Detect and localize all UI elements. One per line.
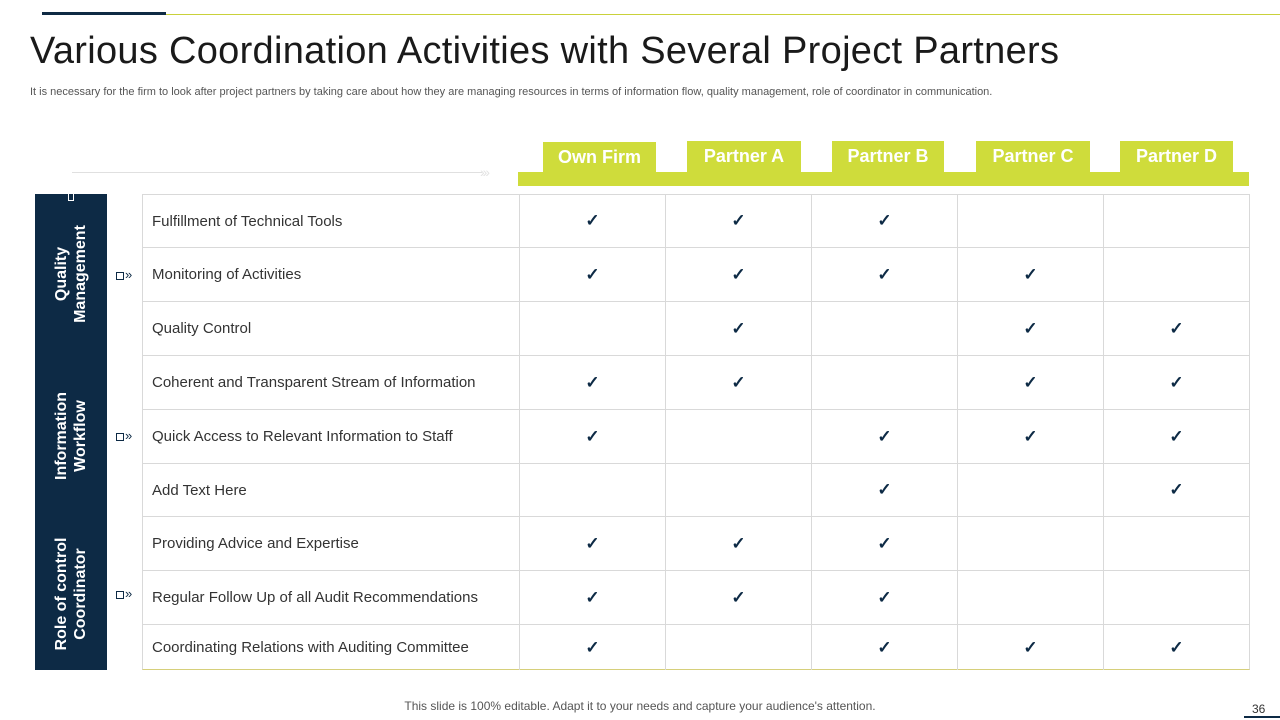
table-row <box>143 302 1249 356</box>
column-header-partner-c: Partner C <box>976 141 1090 172</box>
category-band-information-workflow <box>35 354 107 517</box>
table-cell <box>665 302 811 355</box>
row-label: Regular Follow Up of all Audit Recommendations <box>152 589 478 606</box>
check-icon: ✓ <box>877 264 892 284</box>
chevron-arrows-icon: ››› <box>480 164 488 180</box>
table-cell <box>957 625 1103 670</box>
table-cell <box>519 248 665 301</box>
row-label: Quality Control <box>152 320 252 337</box>
check-icon: ✓ <box>877 533 892 553</box>
table-cell <box>665 248 811 301</box>
top-accent-bar <box>42 12 166 15</box>
column-header-partner-d: Partner D <box>1120 141 1233 172</box>
table-cell <box>665 517 811 570</box>
column-header-own-firm: Own Firm <box>543 142 656 173</box>
table-cell <box>665 571 811 624</box>
check-icon: ✓ <box>731 533 746 553</box>
check-icon: ✓ <box>1169 372 1184 392</box>
table-cell <box>957 356 1103 409</box>
table-row <box>143 517 1249 571</box>
table-cell <box>519 302 665 355</box>
row-label: Providing Advice and Expertise <box>152 535 359 552</box>
table-cell <box>811 248 957 301</box>
check-icon: ✓ <box>731 372 746 392</box>
category-band-quality-management <box>35 194 107 354</box>
table-cell <box>1103 517 1249 570</box>
page-number: 36 <box>1252 702 1266 716</box>
top-divider <box>42 14 1280 15</box>
table-cell <box>811 571 957 624</box>
check-icon: ✓ <box>1169 318 1184 338</box>
table-cell <box>957 195 1103 247</box>
table-row <box>143 248 1249 302</box>
table-cell <box>811 464 957 516</box>
table-cell <box>1103 464 1249 516</box>
category-label-information-workflow: Information Workflow <box>53 391 89 480</box>
check-icon: ✓ <box>877 426 892 446</box>
check-icon: ✓ <box>877 211 892 230</box>
footer-note: This slide is 100% editable. Adapt it to your needs and capture your audience's attention. <box>404 699 876 713</box>
table-cell <box>1103 195 1249 247</box>
table-cell <box>811 517 957 570</box>
category-label-role-of-control-coordinator: Role of control Coordinator <box>53 537 89 650</box>
table-cell <box>1103 625 1249 670</box>
check-icon: ✓ <box>585 211 600 230</box>
check-icon: ✓ <box>1169 480 1184 499</box>
header-band <box>518 172 1249 186</box>
row-label: Coherent and Transparent Stream of Information <box>152 374 476 391</box>
arrow-pointer-icon: » <box>116 586 132 601</box>
table-cell <box>811 302 957 355</box>
table-row <box>143 195 1249 248</box>
table-cell <box>811 410 957 463</box>
table-row <box>143 464 1249 517</box>
check-icon: ✓ <box>585 426 600 446</box>
page-number-underline <box>1244 716 1280 718</box>
check-icon: ✓ <box>731 211 746 230</box>
table-cell <box>1103 248 1249 301</box>
table-cell <box>957 517 1103 570</box>
check-icon: ✓ <box>1023 372 1038 392</box>
check-icon: ✓ <box>585 587 600 607</box>
page-title: Various Coordination Activities with Several Project Partners <box>30 30 1060 72</box>
table-cell <box>519 517 665 570</box>
table-cell <box>519 195 665 247</box>
check-icon: ✓ <box>1023 318 1038 338</box>
row-label: Monitoring of Activities <box>152 266 302 283</box>
column-header-partner-b: Partner B <box>832 141 944 172</box>
table-cell <box>1103 356 1249 409</box>
table-cell <box>811 195 957 247</box>
table-cell <box>1103 410 1249 463</box>
category-band-role-of-control-coordinator <box>35 517 107 670</box>
table-cell <box>1103 571 1249 624</box>
arrow-pointer-icon: » <box>116 428 132 443</box>
table-cell <box>519 571 665 624</box>
table-row <box>143 410 1249 464</box>
row-label: Fulfillment of Technical Tools <box>152 212 343 230</box>
table-cell <box>665 195 811 247</box>
check-icon: ✓ <box>1023 426 1038 446</box>
check-icon: ✓ <box>731 587 746 607</box>
coordination-table <box>142 194 1250 670</box>
check-icon: ✓ <box>1169 637 1184 657</box>
check-icon: ✓ <box>877 637 892 657</box>
check-icon: ✓ <box>585 533 600 553</box>
row-label: Add Text Here <box>152 481 247 499</box>
table-cell <box>519 356 665 409</box>
check-icon: ✓ <box>1023 264 1038 284</box>
table-cell <box>957 571 1103 624</box>
table-cell <box>811 625 957 670</box>
check-icon: ✓ <box>1023 637 1038 657</box>
check-icon: ✓ <box>1169 426 1184 446</box>
band-marker-icon <box>68 193 74 201</box>
row-label: Quick Access to Relevant Information to Staff <box>152 428 453 445</box>
arrow-pointer-icon: » <box>116 267 132 282</box>
check-icon: ✓ <box>731 318 746 338</box>
row-label: Coordinating Relations with Auditing Committee <box>152 639 469 656</box>
table-cell <box>519 410 665 463</box>
table-cell <box>1103 302 1249 355</box>
table-cell <box>811 356 957 409</box>
page-subtitle: It is necessary for the firm to look after project partners by taking care about how they are managing resources in terms of information flow, quality management, role of coordinator in communication. <box>30 86 993 98</box>
table-cell <box>665 410 811 463</box>
table-cell <box>665 356 811 409</box>
check-icon: ✓ <box>877 587 892 607</box>
check-icon: ✓ <box>877 480 892 499</box>
table-cell <box>957 248 1103 301</box>
table-cell <box>519 625 665 670</box>
category-label-quality-management: Quality Management <box>53 225 89 323</box>
table-cell <box>519 464 665 516</box>
check-icon: ✓ <box>585 372 600 392</box>
table-cell <box>957 410 1103 463</box>
table-row <box>143 625 1249 670</box>
table-row <box>143 571 1249 625</box>
table-cell <box>957 302 1103 355</box>
table-cell <box>665 464 811 516</box>
table-cell <box>665 625 811 670</box>
table-row <box>143 356 1249 410</box>
check-icon: ✓ <box>585 637 600 657</box>
header-leader-line <box>72 172 482 173</box>
check-icon: ✓ <box>585 264 600 284</box>
table-cell <box>957 464 1103 516</box>
check-icon: ✓ <box>731 264 746 284</box>
column-header-partner-a: Partner A <box>687 141 801 172</box>
